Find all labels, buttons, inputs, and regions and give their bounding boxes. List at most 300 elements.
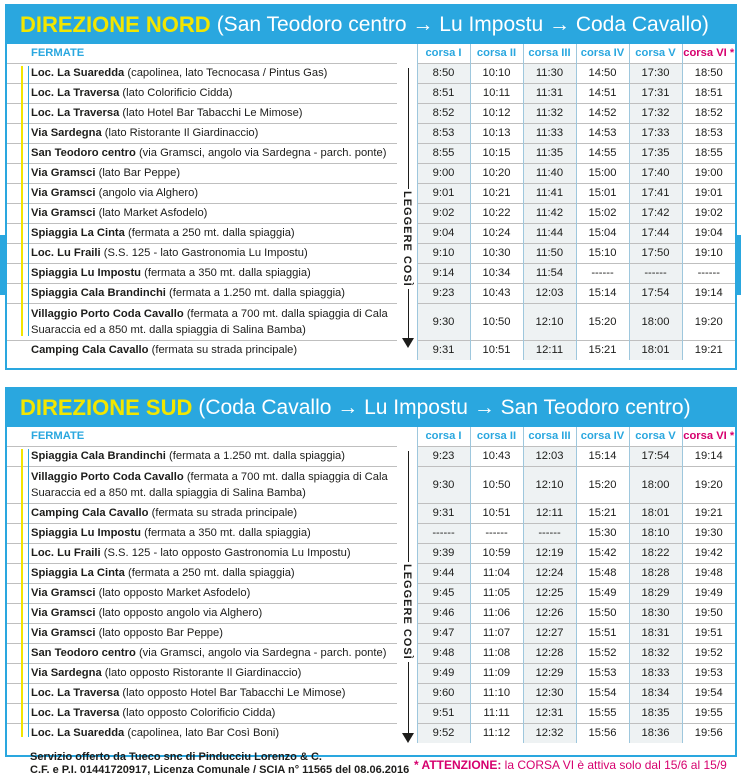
departure-time: 11:08 [470,644,523,664]
departure-time: 18:51 [682,84,735,104]
stop-cell [7,244,397,264]
timetable-row [7,724,735,744]
departure-time: 11:44 [523,224,576,244]
stop-cell [7,524,397,544]
departure-time: 9:46 [417,604,470,624]
departure-time: 17:35 [629,144,682,164]
stop-detail: (capolinea, lato Tecnocasa / Pintus Gas) [127,67,328,79]
departure-time: 12:10 [523,467,576,504]
stop-name: Camping Cala Cavallo [31,507,149,519]
stop-detail: (fermata a 1.250 mt. dalla spiaggia) [169,450,346,462]
timetable-header-row [7,44,735,64]
departure-time: 9:04 [417,224,470,244]
departure-time: 14:51 [576,84,629,104]
timetable-row [7,224,735,244]
right-decoration-bar [737,235,741,295]
stop-cell [7,304,397,341]
departure-time: 15:56 [576,724,629,744]
timetable-row [7,584,735,604]
stop-name: Spiaggia Cala Brandinchi [31,287,166,299]
stop-name: Loc. La Traversa [31,707,120,719]
departure-time: 9:00 [417,164,470,184]
departure-time: 11:40 [523,164,576,184]
departure-time: 12:24 [523,564,576,584]
departure-time: 17:54 [629,284,682,304]
departure-time: 12:28 [523,644,576,664]
departure-time: 15:10 [576,244,629,264]
departure-time: 11:04 [470,564,523,584]
stop-detail: (lato opposto angolo via Alghero) [98,607,263,619]
departure-time: 11:41 [523,184,576,204]
route-line-blue-sud [28,449,29,737]
legend-header [397,44,417,64]
stop-detail: (lato opposto Market Asfodelo) [98,587,251,599]
departure-time: 17:33 [629,124,682,144]
departure-time: 12:32 [523,724,576,744]
departure-time: 10:15 [470,144,523,164]
departure-time: 18:33 [629,664,682,684]
departure-time: 14:55 [576,144,629,164]
departure-time: 9:45 [417,584,470,604]
departure-time: 15:21 [576,341,629,361]
stop-cell [7,104,397,124]
departure-time: 19:10 [682,244,735,264]
departure-time: 17:41 [629,184,682,204]
departure-time: 9:30 [417,467,470,504]
departure-time: 18:53 [682,124,735,144]
departure-time: 10:30 [470,244,523,264]
legend-cell [397,164,417,184]
departure-time: 19:54 [682,684,735,704]
stop-name: Via Sardegna [31,667,102,679]
departure-time: 19:42 [682,544,735,564]
timetable-row [7,624,735,644]
stop-detail: (S.S. 125 - lato Gastronomia Lu Impostu) [103,247,308,259]
corsa-header: corsa II [470,427,523,447]
direzione-sud-section [5,387,737,757]
stop-name: Loc. Lu Fraili [31,247,101,259]
timetable-row [7,664,735,684]
direzione-sud-header [7,389,735,427]
departure-time: 9:44 [417,564,470,584]
direzione-sud-timetable [7,427,735,743]
departure-time: 12:03 [523,284,576,304]
stop-name: Loc. La Suaredda [31,67,125,79]
departure-time: 10:21 [470,184,523,204]
departure-time: 10:20 [470,164,523,184]
footer-line-1: Servizio offerto da Tueco snc di Pinducciu Lorenzo & C. [30,751,322,763]
departure-time: 18:34 [629,684,682,704]
stop-detail: (fermata su strada principale) [151,507,298,519]
corsa-header: corsa I [417,44,470,64]
departure-time: 10:50 [470,467,523,504]
legend-cell [397,544,417,564]
stop-name: Via Gramsci [31,587,96,599]
departure-time: 18:36 [629,724,682,744]
departure-time: 10:50 [470,304,523,341]
departure-time: 14:52 [576,104,629,124]
departure-time: 15:20 [576,467,629,504]
departure-time: 10:43 [470,447,523,467]
footer-line-2: C.F. e P.I. 01441720917, Licenza Comunale / SCIA n° 11565 del 08.06.2016 [30,764,410,776]
departure-time: 17:31 [629,84,682,104]
stop-detail: (lato opposto Bar Peppe) [98,627,223,639]
stop-cell [7,144,397,164]
stop-cell [7,704,397,724]
departure-time: 15:52 [576,644,629,664]
departure-time: 9:31 [417,341,470,361]
stop-name: Spiaggia La Cinta [31,227,125,239]
departure-time: 18:32 [629,644,682,664]
legend-cell [397,124,417,144]
departure-time: 17:40 [629,164,682,184]
departure-time: 9:30 [417,304,470,341]
timetable-row [7,504,735,524]
timetable-row [7,544,735,564]
stop-cell [7,584,397,604]
departure-time: 18:10 [629,524,682,544]
stop-detail: (fermata a 250 mt. dalla spiaggia) [127,227,295,239]
timetable-row [7,204,735,224]
departure-time: 11:33 [523,124,576,144]
legend-cell [397,104,417,124]
stop-name: Spiaggia Lu Impostu [31,527,142,539]
stop-name: Via Gramsci [31,607,96,619]
departure-time: 18:30 [629,604,682,624]
stop-name: Loc. La Traversa [31,107,120,119]
stop-name: Loc. La Traversa [31,87,120,99]
stop-detail: (lato opposto Colorificio Cidda) [122,707,276,719]
stop-name: San Teodoro centro [31,647,136,659]
departure-time: 9:23 [417,284,470,304]
stop-detail: (lato Colorificio Cidda) [122,87,233,99]
stop-name: Camping Cala Cavallo [31,344,149,356]
legend-cell [397,684,417,704]
departure-time: 10:24 [470,224,523,244]
leggere-cosi-sud: LEGGERE COSÌ [401,564,413,660]
departure-time: 19:21 [682,504,735,524]
stop-cell [7,341,397,361]
timetable-row [7,64,735,84]
departure-time: 19:55 [682,704,735,724]
direzione-nord-header [7,6,735,44]
departure-time: 11:05 [470,584,523,604]
reading-arrow-head-sud [402,733,414,743]
timetable-row [7,184,735,204]
corsa-header: corsa IV [576,44,629,64]
departure-time: 17:54 [629,447,682,467]
departure-time: 19:00 [682,164,735,184]
departure-time: 12:29 [523,664,576,684]
stop-detail: (lato Market Asfodelo) [98,207,208,219]
timetable-row [7,304,735,341]
timetable-row [7,467,735,504]
departure-time: 11:07 [470,624,523,644]
stop-cell [7,204,397,224]
departure-time: 18:00 [629,467,682,504]
stop-cell [7,624,397,644]
departure-time: 12:27 [523,624,576,644]
timetable-row [7,341,735,361]
departure-time: 15:21 [576,504,629,524]
departure-time: 18:22 [629,544,682,564]
timetable-row [7,644,735,664]
stop-name: San Teodoro centro [31,147,136,159]
stop-cell [7,604,397,624]
stop-cell [7,164,397,184]
departure-time: 19:04 [682,224,735,244]
departure-time: 18:35 [629,704,682,724]
legend-cell [397,84,417,104]
departure-time: 8:55 [417,144,470,164]
stop-detail: (fermata a 250 mt. dalla spiaggia) [127,567,295,579]
fermate-header: FERMATE [31,430,85,442]
departure-time: 11:30 [523,64,576,84]
departure-time: 19:21 [682,341,735,361]
departure-time: 19:30 [682,524,735,544]
departure-time: 18:31 [629,624,682,644]
departure-time: 10:11 [470,84,523,104]
departure-time: 19:56 [682,724,735,744]
stop-cell [7,124,397,144]
departure-time: 14:50 [576,64,629,84]
stop-name: Via Gramsci [31,167,96,179]
route-line-sud [21,449,23,737]
departure-time: 10:22 [470,204,523,224]
departure-time: 9:01 [417,184,470,204]
departure-time: 15:53 [576,664,629,684]
departure-time: 19:52 [682,644,735,664]
stop-name: Spiaggia La Cinta [31,567,125,579]
legend-cell [397,524,417,544]
departure-time: 11:54 [523,264,576,284]
departure-time: 18:29 [629,584,682,604]
legend-cell [397,664,417,684]
legend-cell [397,504,417,524]
departure-time: 11:10 [470,684,523,704]
departure-time: 15:14 [576,284,629,304]
footer-attention-note [414,758,727,772]
departure-time: 10:59 [470,544,523,564]
timetable-row [7,164,735,184]
departure-time: 15:20 [576,304,629,341]
stop-detail: (capolinea, lato Bar Così Boni) [127,727,280,739]
timetable-row [7,447,735,467]
legend-cell [397,144,417,164]
departure-time: 11:42 [523,204,576,224]
departure-time: 9:02 [417,204,470,224]
departure-time: 8:53 [417,124,470,144]
corsa-header: corsa V [629,427,682,447]
timetable-row [7,84,735,104]
stop-detail: (lato Ristorante Il Giardinaccio) [104,127,259,139]
stop-name: Via Gramsci [31,207,96,219]
departure-time: 11:35 [523,144,576,164]
legend-cell [397,704,417,724]
stop-detail: (fermata a 700 mt. dalla spiaggia di Cala Suaraccia ed a 850 mt. dalla spiaggia di Salina Bamba) [31,471,388,499]
corsa-header-special: corsa VI * [682,427,735,447]
stop-cell [7,264,397,284]
stop-name: Loc. La Suaredda [31,727,125,739]
timetable-row [7,124,735,144]
stop-name: Villaggio Porto Coda Cavallo [31,308,184,320]
departure-time: 18:01 [629,504,682,524]
stop-name: Spiaggia Lu Impostu [31,267,142,279]
timetable-row [7,244,735,264]
departure-time: 9:31 [417,504,470,524]
departure-time: ------ [523,524,576,544]
timetable-row [7,524,735,544]
stop-detail: (fermata a 350 mt. dalla spiaggia) [144,527,311,539]
departure-time: 17:30 [629,64,682,84]
attention-label: * ATTENZIONE: [414,758,502,772]
stop-detail: (angolo via Alghero) [98,187,199,199]
direzione-sud-title: DIREZIONE SUD [20,395,193,420]
direzione-nord-route: (San Teodoro centro → Lu Impostu → Coda Cavallo) [216,13,709,36]
stop-detail: (via Gramsci, angolo via Sardegna - parch. ponte) [138,647,387,659]
timetable-row [7,604,735,624]
timetable-row [7,684,735,704]
departure-time: 19:02 [682,204,735,224]
departure-time: ------ [682,264,735,284]
stop-cell [7,544,397,564]
stop-cell [7,664,397,684]
timetable-row [7,564,735,584]
departure-time: 18:52 [682,104,735,124]
departure-time: 14:53 [576,124,629,144]
departure-time: 17:32 [629,104,682,124]
attention-text: la CORSA VI è attiva solo dal 15/6 al 15/9 [504,758,727,772]
departure-time: 19:14 [682,447,735,467]
reading-arrow-head-nord [402,338,414,348]
corsa-header: corsa I [417,427,470,447]
departure-time: 15:00 [576,164,629,184]
timetable-row [7,704,735,724]
departure-time: 12:11 [523,504,576,524]
stop-cell [7,644,397,664]
stop-name: Via Gramsci [31,187,96,199]
departure-time: 11:31 [523,84,576,104]
departure-time: 18:00 [629,304,682,341]
departure-time: 8:51 [417,84,470,104]
timetable-header-row [7,427,735,447]
timetable-row [7,104,735,124]
departure-time: 19:01 [682,184,735,204]
stop-cell [7,184,397,204]
departure-time: 15:30 [576,524,629,544]
direzione-nord-section [5,4,737,370]
departure-time: 15:04 [576,224,629,244]
legend-header [397,427,417,447]
departure-time: 11:11 [470,704,523,724]
stop-cell [7,504,397,524]
departure-time: 8:52 [417,104,470,124]
timetable-row [7,284,735,304]
departure-time: 9:14 [417,264,470,284]
timetable-row [7,264,735,284]
departure-time: 15:42 [576,544,629,564]
departure-time: 18:28 [629,564,682,584]
departure-time: 12:11 [523,341,576,361]
fermate-header: FERMATE [31,47,85,59]
departure-time: 10:43 [470,284,523,304]
departure-time: 9:52 [417,724,470,744]
direzione-nord-title: DIREZIONE NORD [20,12,211,37]
departure-time: 9:60 [417,684,470,704]
stop-detail: (lato opposto Hotel Bar Tabacchi Le Mimose) [122,687,346,699]
departure-time: 15:02 [576,204,629,224]
departure-time: 19:20 [682,467,735,504]
departure-time: 9:48 [417,644,470,664]
departure-time: 9:23 [417,447,470,467]
stop-name: Loc. La Traversa [31,687,120,699]
departure-time: 11:32 [523,104,576,124]
departure-time: 12:30 [523,684,576,704]
departure-time: 15:01 [576,184,629,204]
departure-time: 15:54 [576,684,629,704]
stop-cell [7,224,397,244]
departure-time: ------ [417,524,470,544]
legend-cell [397,64,417,84]
departure-time: 15:48 [576,564,629,584]
departure-time: 12:10 [523,304,576,341]
stop-name: Via Sardegna [31,127,102,139]
stop-cell [7,284,397,304]
departure-time: 10:10 [470,64,523,84]
stop-cell [7,564,397,584]
departure-time: 8:50 [417,64,470,84]
departure-time: 12:25 [523,584,576,604]
direzione-nord-timetable [7,44,735,360]
stop-detail: (lato opposto Ristorante Il Giardinaccio) [104,667,302,679]
departure-time: 19:14 [682,284,735,304]
departure-time: 19:50 [682,604,735,624]
stop-cell [7,447,397,467]
legend-cell [397,447,417,467]
departure-time: 10:12 [470,104,523,124]
corsa-header-special: corsa VI * [682,44,735,64]
stop-name: Spiaggia Cala Brandinchi [31,450,166,462]
departure-time: 15:55 [576,704,629,724]
departure-time: 11:12 [470,724,523,744]
departure-time: 12:26 [523,604,576,624]
departure-time: 10:51 [470,504,523,524]
departure-time: 17:50 [629,244,682,264]
departure-time: 10:13 [470,124,523,144]
departure-time: 11:06 [470,604,523,624]
stop-cell [7,84,397,104]
direzione-sud-route: (Coda Cavallo → Lu Impostu → San Teodoro centro) [198,396,691,419]
route-line-blue-nord [28,66,29,336]
departure-time: 9:10 [417,244,470,264]
legend-cell [397,467,417,504]
timetable-row [7,144,735,164]
stop-name: Loc. Lu Fraili [31,547,101,559]
departure-time: 15:50 [576,604,629,624]
corsa-header: corsa IV [576,427,629,447]
departure-time: 17:44 [629,224,682,244]
route-line-nord [21,66,23,336]
stop-cell [7,684,397,704]
departure-time: 11:09 [470,664,523,684]
departure-time: 18:50 [682,64,735,84]
departure-time: 9:51 [417,704,470,724]
stop-cell [7,724,397,744]
stop-detail: (lato Bar Peppe) [98,167,181,179]
stop-detail: (via Gramsci, angolo via Sardegna - parch. ponte) [138,147,387,159]
footer-operator-info [30,751,409,777]
departure-time: 10:34 [470,264,523,284]
